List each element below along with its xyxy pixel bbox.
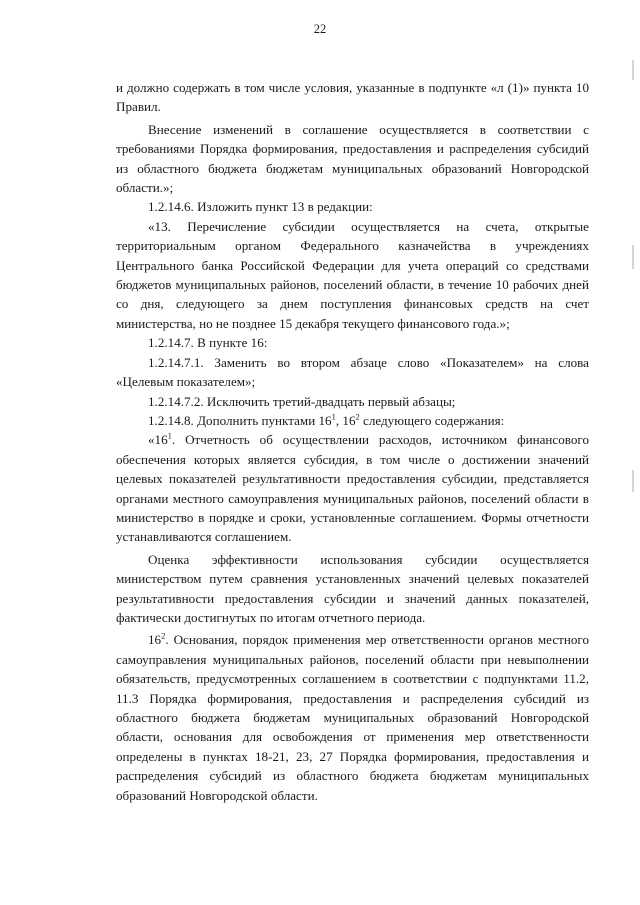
page-number: 22 xyxy=(313,22,327,36)
paragraph-amendment-procedure xyxy=(116,120,589,198)
document-body xyxy=(116,78,589,805)
superscript: 1 xyxy=(167,430,172,441)
scan-edge-mark xyxy=(632,470,634,492)
text: Внесение изменений в соглашение осуществляется в соответствии с требованиями Порядка формирования, предоставления и распределения субсидий из областного бюджета бюджетам муниципальных образований Новгородской области.»; xyxy=(116,121,589,196)
text: 1.2.14.8. Дополнить пунктами 16 xyxy=(148,412,332,428)
text: . Основания, порядок применения мер ответственности органов местного самоуправления муниципальных районов, поселений области при невыполнении обязательств, предусмотренных соглашением в соответствии с подпунктами 11.2, 11.3 Порядка формирования, предоставления и распределения субсидий из областного бюджета бюджетам муниципальных образований Новгородской области, основания для освобождения от применения мер ответственности определены в пунктах 18-21, 23, 27 Порядка формирования, предоставления и распределения субсидий из областного бюджета бюджетам муниципальных образований Новгородской области. xyxy=(116,632,589,803)
paragraph-continuation xyxy=(116,78,589,117)
scan-edge-mark xyxy=(632,60,634,80)
text: . Отчетность об осуществлении расходов, источником финансового обеспечения которых является субсидия, в том числе о достижении значений целевых показателей результативности предоставления субсидии, представляется органами местного самоуправления муниципальных районов, поселений области в министерство в порядке и сроки, установленные соглашением. Формы отчетности устанавливаются соглашением. xyxy=(116,432,589,545)
text: 1.2.14.6. Изложить пункт 13 в редакции: xyxy=(148,199,373,215)
paragraph-efficiency-assessment xyxy=(116,550,589,628)
text: 1.2.14.7. В пункте 16: xyxy=(148,335,268,351)
paragraph-point-16-1 xyxy=(116,430,589,546)
paragraph-item-1-2-14-7-1 xyxy=(116,353,589,392)
scan-edge-mark xyxy=(632,245,634,269)
text: , 16 xyxy=(335,412,356,428)
text: 1.2.14.7.1. Заменить во втором абзаце слово «Показателем» на слова «Целевым показателем»; xyxy=(116,354,589,390)
text: 16 xyxy=(148,632,162,648)
paragraph-point-16-2 xyxy=(116,630,589,805)
paragraph-item-1-2-14-7 xyxy=(116,333,589,352)
superscript: 1 xyxy=(331,411,336,422)
superscript: 2 xyxy=(161,631,166,642)
text: 1.2.14.7.2. Исключить третий-двадцать первый абзацы; xyxy=(148,393,456,409)
text: Оценка эффективности использования субсидии осуществляется министерством путем сравнения установленных значений целевых показателей результативности предоставления субсидии и значений данных показателей, фактически достигнутых по итогам отчетного периода. xyxy=(116,551,589,625)
paragraph-item-1-2-14-7-2 xyxy=(116,392,589,411)
superscript: 2 xyxy=(355,411,360,422)
text: и должно содержать в том числе условия, указанные в подпункте «л (1)» пункта 10 Правил. xyxy=(116,80,589,115)
text: «13. Перечисление субсидии осуществляется на счета, открытые территориальным органом Федерального казначейства в учреждениях Центрального банка Российской Федерации для учета операций со средствами бюджетов муниципальных районов, поселений области, в течение 10 рабочих дней со дня, следующего за днем поступления финансовых средств на счет министерства, но не позднее 15 декабря текущего финансового года.»; xyxy=(116,218,589,331)
paragraph-item-1-2-14-8 xyxy=(116,411,589,430)
text: следующего содержания: xyxy=(359,412,505,428)
paragraph-point-13 xyxy=(116,217,589,333)
paragraph-item-1-2-14-6 xyxy=(116,197,589,216)
text: «16 xyxy=(148,432,168,448)
